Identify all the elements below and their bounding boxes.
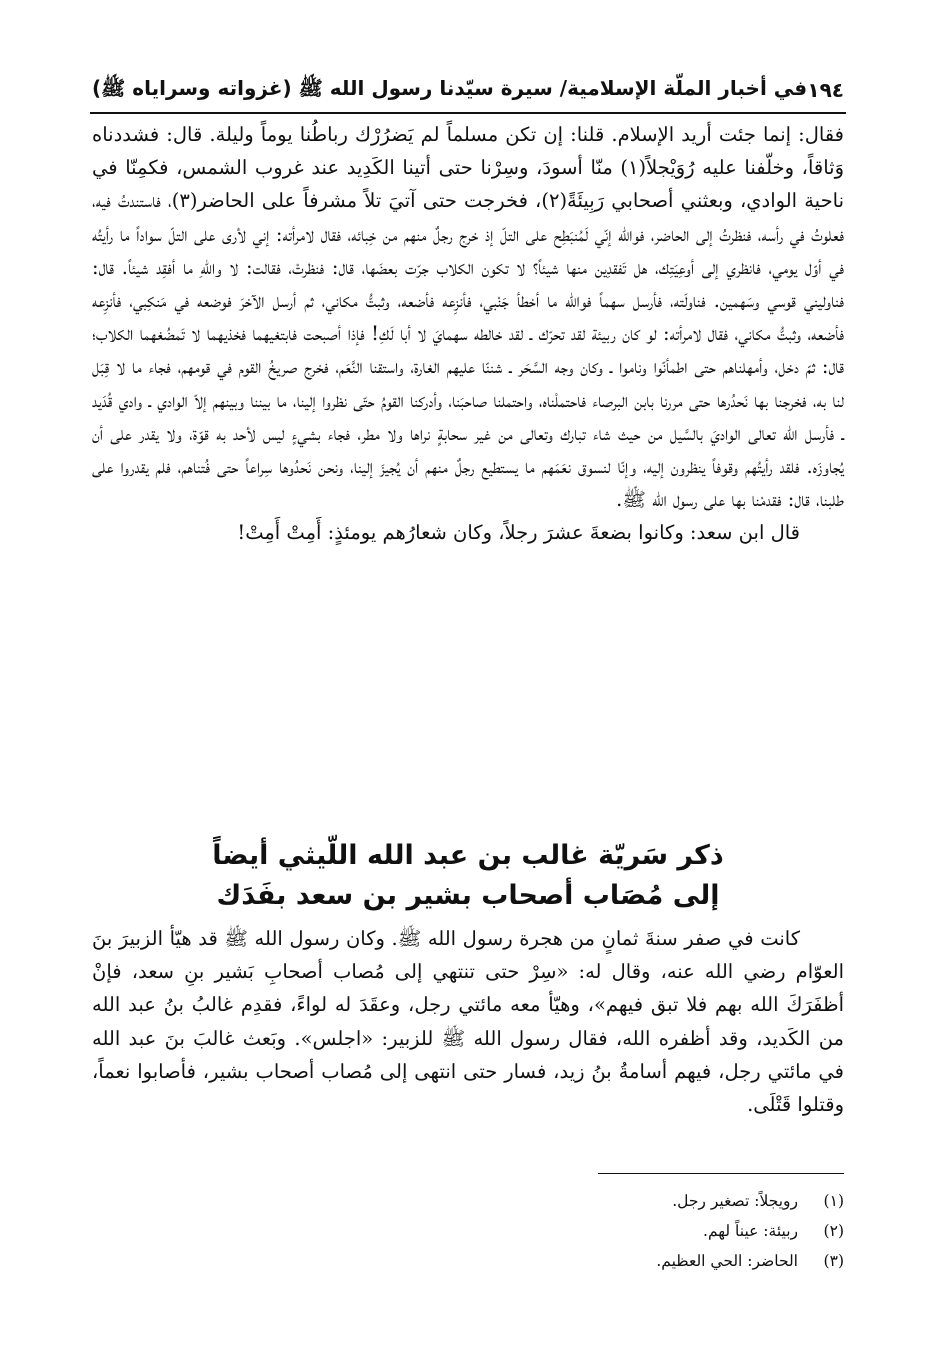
section-heading bbox=[92, 836, 844, 916]
header-divider bbox=[90, 112, 846, 114]
page-number: ١٩٤ bbox=[807, 78, 844, 102]
footnote-item bbox=[92, 1186, 844, 1216]
footnote-number: (٢) bbox=[823, 1222, 844, 1240]
section-text bbox=[92, 922, 844, 1121]
running-title: في أخبار الملّة الإسلامية/ سيرة سيّدنا رسول الله ﷺ (غزواته وسراياه ﷺ) bbox=[92, 75, 808, 100]
paragraph-1: فقال: إنما جئت أريد الإسلام. قلنا: إن تكن مسلماً لم يَضرُرْك رباطُنا يوماً وليلة. قال: فشددناه وَثاقاً، وخلّفنا عليه رُوَيْجلاً(١) منّا أسودَ، وسِرْنا حتى أتينا الكَدِيد عند غروب الشمس، فكمِنّا في ناحية الوادي، وبعثني أصحابي رَبِيئَةً(٢)، فخرجت حتى آتيَ تلاً مشرفاً على الحاضر(٣)، فاستندتُ فيه، فعلوتُ في رأسه، فنظرتُ إلى الحاضر، فوالله إنّي لَمُنبَطِح على التلّ إذ خرج رجلٌ منهم من خِبائه، فقال لامرأته: إني لأرى على التلّ سواداً ما رأيتُه في أوّل يومي، فانظري إلى أوعِيَتِك، هل تَفقدِين منها شيئاً؟ لا تكون الكلاب جرّت بعضَها، قال: فنظرتْ، فقالت: لا واللّهِ ما أفقِد شيئاً. قال: فناوليني قوسي وسَهمين. فناولَته، فأرسل سهماً فوالله ما أخطأ جَنْبي، فأنزِعه فأضعه، وثبتُّ مكاني، ثم أرسل الآخرَ فوضعه في مَنكِبي، فأنزِعه فأضعه، وثبتُّ مكاني، فقال لامرأته: لو كان ربيئة لقد تحرّك ـ لقد خالطه سهمايَ لا أبا لَكِ! فإذا أصبحت فابتغيهما فخذيهما لا تَمضُغهما الكلاب؛ قال: ثمّ دخل، وأمهلناهم حتى اطمأنّوا وناموا ـ وكان وجه السَّحَر ـ شننّا عليهم الغارة، واستقنا النَّعَم، فخرج صريخُ القوم في قومهم، فجاء ما لا قِبَل لنا به، فخرجنا بها نَحدُرها حتى مررنا بابن البرصاء فاحتملْناه، واحتملنا صاحبَنا، وأدركنا القومُ حتّى نظروا إلينا، ما بيننا وبينهم إلاّ الوادي ـ وادي قُدَيد ـ فأرسل الله تعالى الواديَ بالسَّيل من حيث شاء تبارك وتعالى من غير سحابةٍ نراها ولا مطر، فجاء بشيءٍ ليس لأحد به قوّة، ولا يقدر على أن يُجاوزَه. فلقد رأيتُهم وقوفاً ينظرون إليه، وإنّا لنسوق نعَمَهم ما يستطيع رجلٌ منهم أن يُجيزَ إلينا، ونحن نَحدُوها سِراعاً حتى فُتناهم، فلم يقدروا على طلبنا، قال: فقدمْنا بها على رسول الله ﷺ. bbox=[92, 123, 844, 512]
main-text bbox=[92, 118, 844, 550]
footnote-item bbox=[92, 1246, 844, 1276]
footnotes bbox=[92, 1186, 844, 1276]
footnote-number: (١) bbox=[823, 1192, 844, 1210]
section-paragraph: كانت في صفر سنةَ ثمانٍ من هجرة رسول الله ﷺ. وكان رسول الله ﷺ قد هيّأ الزبيرَ بنَ العوّام رضي الله عنه، وقال له: «سِرْ حتى تنتهي إلى مُصاب أصحابِ بَشير بنِ سعد، فإنْ أظفَرَكَ الله بهم فلا تبق فيهم»، وهيّأ معه مائتي رجل، وعقَدَ له لواءً، فقدِم غالبُ بنُ عبد الله من الكَديد، وقد أظفره الله، فقال رسول الله ﷺ للزبير: «اجلس». وبَعث غالبَ بنَ عبد الله في مائتي رجل، فيهم أسامةُ بنُ زيد، فسار حتى انتهى إلى مُصاب أصحاب بشير، فأصابوا نعماً، وقتلوا قَتْلَى. bbox=[92, 927, 844, 1117]
section-title-line-2: إلى مُصَاب أصحاب بشير بن سعد بفَدَك bbox=[216, 880, 720, 911]
footnote-text: رويجلاً: تصغير رجل. bbox=[672, 1192, 798, 1210]
footnote-text: ربيئة: عيناً لهم. bbox=[703, 1222, 798, 1240]
page-header bbox=[92, 70, 844, 110]
footnote-text: الحاضر: الحي العظيم. bbox=[656, 1252, 798, 1270]
footnote-divider bbox=[598, 1173, 844, 1174]
footnote-number: (٣) bbox=[823, 1252, 844, 1270]
footnote-item bbox=[92, 1216, 844, 1246]
paragraph-2: قال ابن سعد: وكانوا بضعةَ عشرَ رجلاً، وكان شعارُهم يومئذٍ: أَمِتْ أَمِتْ! bbox=[237, 521, 800, 545]
section-title-line-1: ذكر سَريّة غالب بن عبد الله اللّيثي أيضاً bbox=[212, 840, 724, 871]
